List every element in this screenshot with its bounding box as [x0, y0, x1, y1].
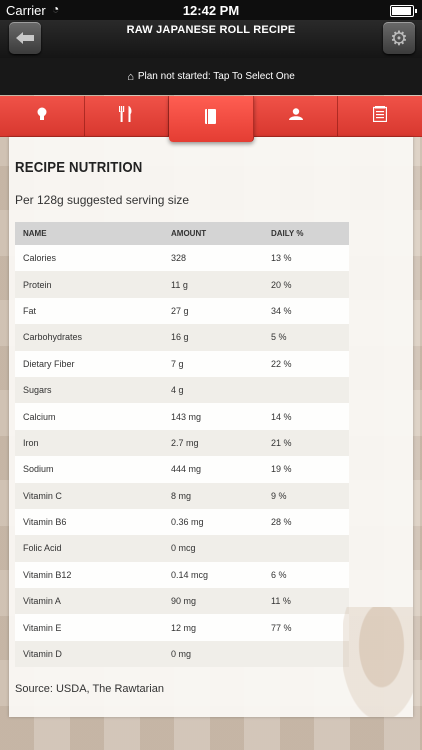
page-title: RAW JAPANESE ROLL RECIPE — [126, 24, 296, 36]
amount-cell: 328 — [163, 245, 263, 271]
notepad-icon — [373, 106, 387, 127]
name-cell: Vitamin D — [15, 641, 163, 667]
daily-cell — [263, 641, 349, 667]
name-cell: Iron — [15, 430, 163, 456]
daily-cell: 22 % — [263, 351, 349, 377]
name-cell: Sugars — [15, 377, 163, 403]
battery-icon — [390, 5, 414, 17]
daily-cell: 20 % — [263, 271, 349, 297]
name-cell: Vitamin A — [15, 588, 163, 614]
name-cell: Folic Acid — [15, 535, 163, 561]
table-row — [15, 588, 349, 614]
header-amount: AMOUNT — [163, 222, 263, 245]
tab-ingredients[interactable] — [85, 96, 170, 136]
name-cell: Carbohydrates — [15, 324, 163, 350]
plan-bar[interactable] — [0, 58, 422, 95]
daily-cell: 13 % — [263, 245, 349, 271]
daily-cell: 21 % — [263, 430, 349, 456]
name-cell: Vitamin C — [15, 483, 163, 509]
amount-cell: 8 mg — [163, 483, 263, 509]
name-cell: Calcium — [15, 403, 163, 429]
amount-cell: 143 mg — [163, 403, 263, 429]
daily-cell: 9 % — [263, 483, 349, 509]
table-row — [15, 483, 349, 509]
nutrition-table — [15, 222, 349, 667]
daily-cell: 11 % — [263, 588, 349, 614]
amount-cell: 27 g — [163, 298, 263, 324]
navigation-bar — [0, 20, 422, 58]
table-row — [15, 535, 349, 561]
table-row — [15, 271, 349, 297]
recipe-tab-bar — [0, 96, 422, 137]
person-icon — [289, 107, 303, 125]
name-cell: Protein — [15, 271, 163, 297]
serving-size-text: Per 128g suggested serving size — [15, 193, 190, 207]
nutrition-card — [9, 137, 413, 717]
amount-cell: 12 mg — [163, 614, 263, 640]
name-cell: Vitamin B12 — [15, 562, 163, 588]
amount-cell: 4 g — [163, 377, 263, 403]
fork-knife-icon — [119, 106, 133, 127]
daily-cell: 34 % — [263, 298, 349, 324]
table-row — [15, 641, 349, 667]
amount-cell: 0.14 mcg — [163, 562, 263, 588]
amount-cell: 16 g — [163, 324, 263, 350]
clock: 12:42 PM — [182, 3, 240, 18]
daily-cell: 6 % — [263, 562, 349, 588]
source-text: Source: USDA, The Rawtarian — [15, 683, 164, 695]
daily-cell: 14 % — [263, 403, 349, 429]
carrier-label: Carrier — [6, 3, 46, 18]
tab-notes[interactable] — [338, 96, 422, 136]
amount-cell: 11 g — [163, 271, 263, 297]
table-row — [15, 509, 349, 535]
home-icon: ⌂ — [127, 70, 134, 83]
table-row — [15, 456, 349, 482]
plan-status-text: Plan not started: Tap To Select One — [137, 71, 295, 82]
amount-cell: 2.7 mg — [163, 430, 263, 456]
daily-cell — [263, 377, 349, 403]
name-cell: Calories — [15, 245, 163, 271]
tab-author[interactable] — [254, 96, 339, 136]
amount-cell: 90 mg — [163, 588, 263, 614]
amount-cell: 0.36 mg — [163, 509, 263, 535]
table-row — [15, 562, 349, 588]
amount-cell: 444 mg — [163, 456, 263, 482]
daily-cell: 28 % — [263, 509, 349, 535]
lightbulb-icon — [36, 107, 48, 126]
name-cell: Fat — [15, 298, 163, 324]
table-row — [15, 377, 349, 403]
table-row — [15, 324, 349, 350]
table-row — [15, 245, 349, 271]
gear-icon: ⚙ — [390, 27, 408, 50]
table-row — [15, 430, 349, 456]
table-row — [15, 351, 349, 377]
header-name: NAME — [15, 222, 163, 245]
amount-cell: 0 mg — [163, 641, 263, 667]
daily-cell: 77 % — [263, 614, 349, 640]
settings-button[interactable] — [383, 22, 415, 54]
name-cell: Sodium — [15, 456, 163, 482]
daily-cell — [263, 535, 349, 561]
tab-tips[interactable] — [0, 96, 85, 136]
name-cell: Vitamin E — [15, 614, 163, 640]
header-daily: DAILY % — [263, 222, 349, 245]
table-row — [15, 298, 349, 324]
name-cell: Vitamin B6 — [15, 509, 163, 535]
book-icon — [205, 109, 217, 129]
table-row — [15, 403, 349, 429]
daily-cell: 19 % — [263, 456, 349, 482]
amount-cell: 0 mcg — [163, 535, 263, 561]
status-bar — [0, 0, 422, 20]
wifi-icon: ◔ — [52, 2, 60, 16]
table-header-row — [15, 222, 349, 245]
author-photo-watermark — [343, 607, 413, 717]
nutrition-title: RECIPE NUTRITION — [15, 159, 143, 176]
table-row — [15, 614, 349, 640]
daily-cell: 5 % — [263, 324, 349, 350]
tab-nutrition[interactable] — [169, 96, 254, 142]
amount-cell: 7 g — [163, 351, 263, 377]
name-cell: Dietary Fiber — [15, 351, 163, 377]
